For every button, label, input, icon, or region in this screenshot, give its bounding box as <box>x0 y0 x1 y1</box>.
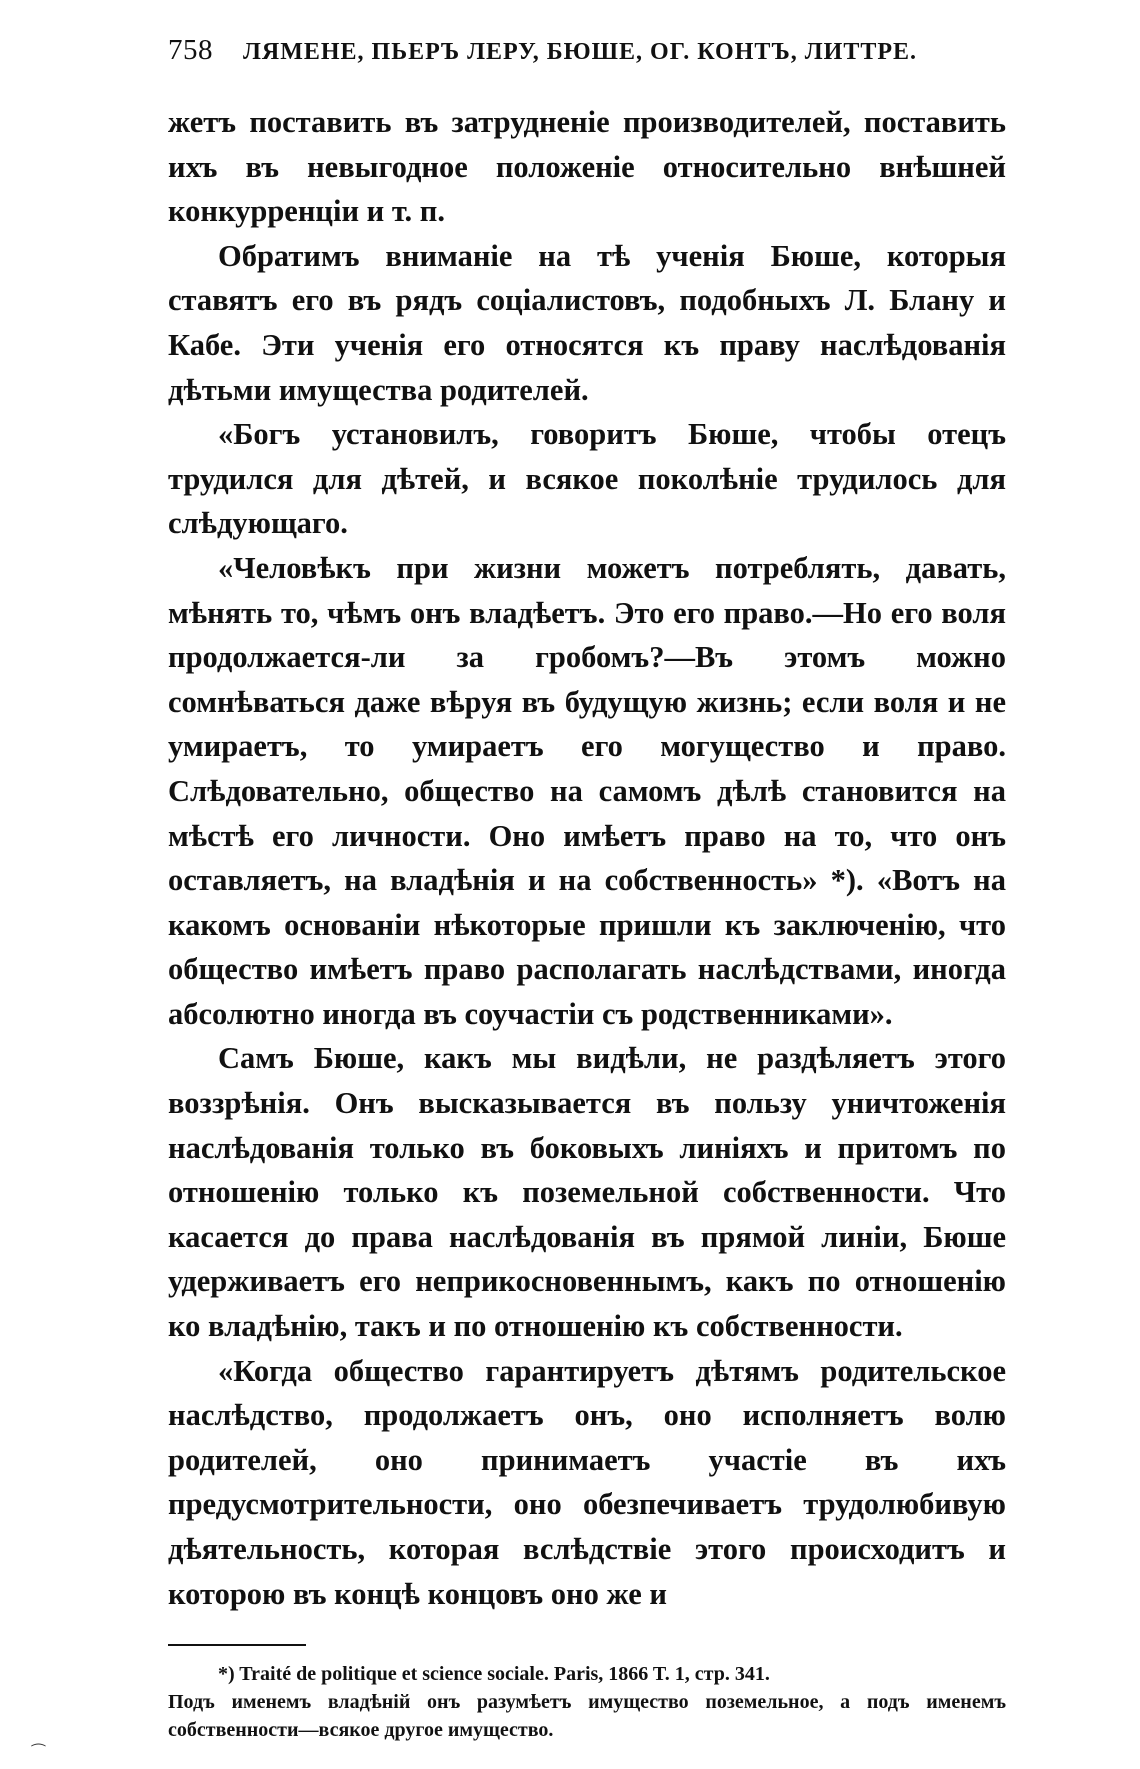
footnotes <box>168 1660 1006 1744</box>
main-text <box>168 100 1006 1616</box>
page-header <box>168 34 1006 78</box>
footnote-citation: *) Traité de politique et science sociale. Paris, 1866 T. 1, стр. 341. <box>218 1663 770 1686</box>
page-number: 758 <box>168 34 213 66</box>
footnote-divider <box>168 1644 306 1646</box>
footnote-note: Подъ именемъ владѣній онъ разумѣетъ имущество поземельное, а подъ именемъ собственности—всякое другое имущество. <box>168 1691 1006 1742</box>
paragraph-continuation: жетъ поставить въ затрудненіе производителей, поставить ихъ въ невыгодное положеніе относительно внѣшней конкурренціи и т. п. <box>168 105 1006 229</box>
paragraph: «Человѣкъ при жизни можетъ потреблять, давать, мѣнять то, чѣмъ онъ владѣетъ. Это его право.—Но его воля продолжается-ли за гробомъ?—Въ этомъ можно сомнѣваться даже вѣруя въ будущую жизнь; если воля и не умираетъ, то умираетъ его могущество и право. Слѣдовательно, общество на самомъ дѣлѣ становится на мѣстѣ его личности. Оно имѣетъ право на то, что онъ оставляетъ, на владѣнія и на собственность» *). «Вотъ на какомъ основаніи нѣкоторые пришли къ заключенію, что общество имѣетъ право располагать наслѣдствами, иногда абсолютно иногда въ соучастіи съ родственниками». <box>168 550 1006 1031</box>
book-page <box>168 34 1006 1744</box>
paragraph: «Богъ установилъ, говоритъ Бюше, чтобы отецъ трудился для дѣтей, и всякое поколѣніе трудилось для слѣдующаго. <box>168 417 1006 541</box>
paragraph: «Когда общество гарантируетъ дѣтямъ родительское наслѣдство, продолжаетъ онъ, оно исполняетъ волю родителей, оно принимаетъ участіе въ ихъ предусмотрительности, оно обезпечиваетъ трудолюбивую дѣятельность, которая вслѣдствіе этого происходитъ и которою въ концѣ концовъ оно же и <box>168 1353 1006 1611</box>
running-head: ЛЯМЕНЕ, ПЬЕРЪ ЛЕРУ, БЮШЕ, ОГ. КОНТЪ, ЛИТТРЕ. <box>243 39 917 65</box>
paragraph: Обратимъ вниманіе на тѣ ученія Бюше, которыя ставятъ его въ рядъ соціалистовъ, подобныхъ Л. Блану и Кабе. Эти ученія его относятся къ праву наслѣдованія дѣтьми имущества родителей. <box>168 238 1006 407</box>
paragraph: Самъ Бюше, какъ мы видѣли, не раздѣляетъ этого воззрѣнія. Онъ высказывается въ пользу уничтоженія наслѣдованія только въ боковыхъ линіяхъ и притомъ по отношенію только къ поземельной собственности. Что касается до права наслѣдованія въ прямой линіи, Бюше удерживаетъ его неприкосновеннымъ, какъ по отношенію ко владѣнію, такъ и по отношенію къ собственности. <box>168 1041 1006 1344</box>
scan-mark-icon: ⁔ <box>32 1729 45 1746</box>
